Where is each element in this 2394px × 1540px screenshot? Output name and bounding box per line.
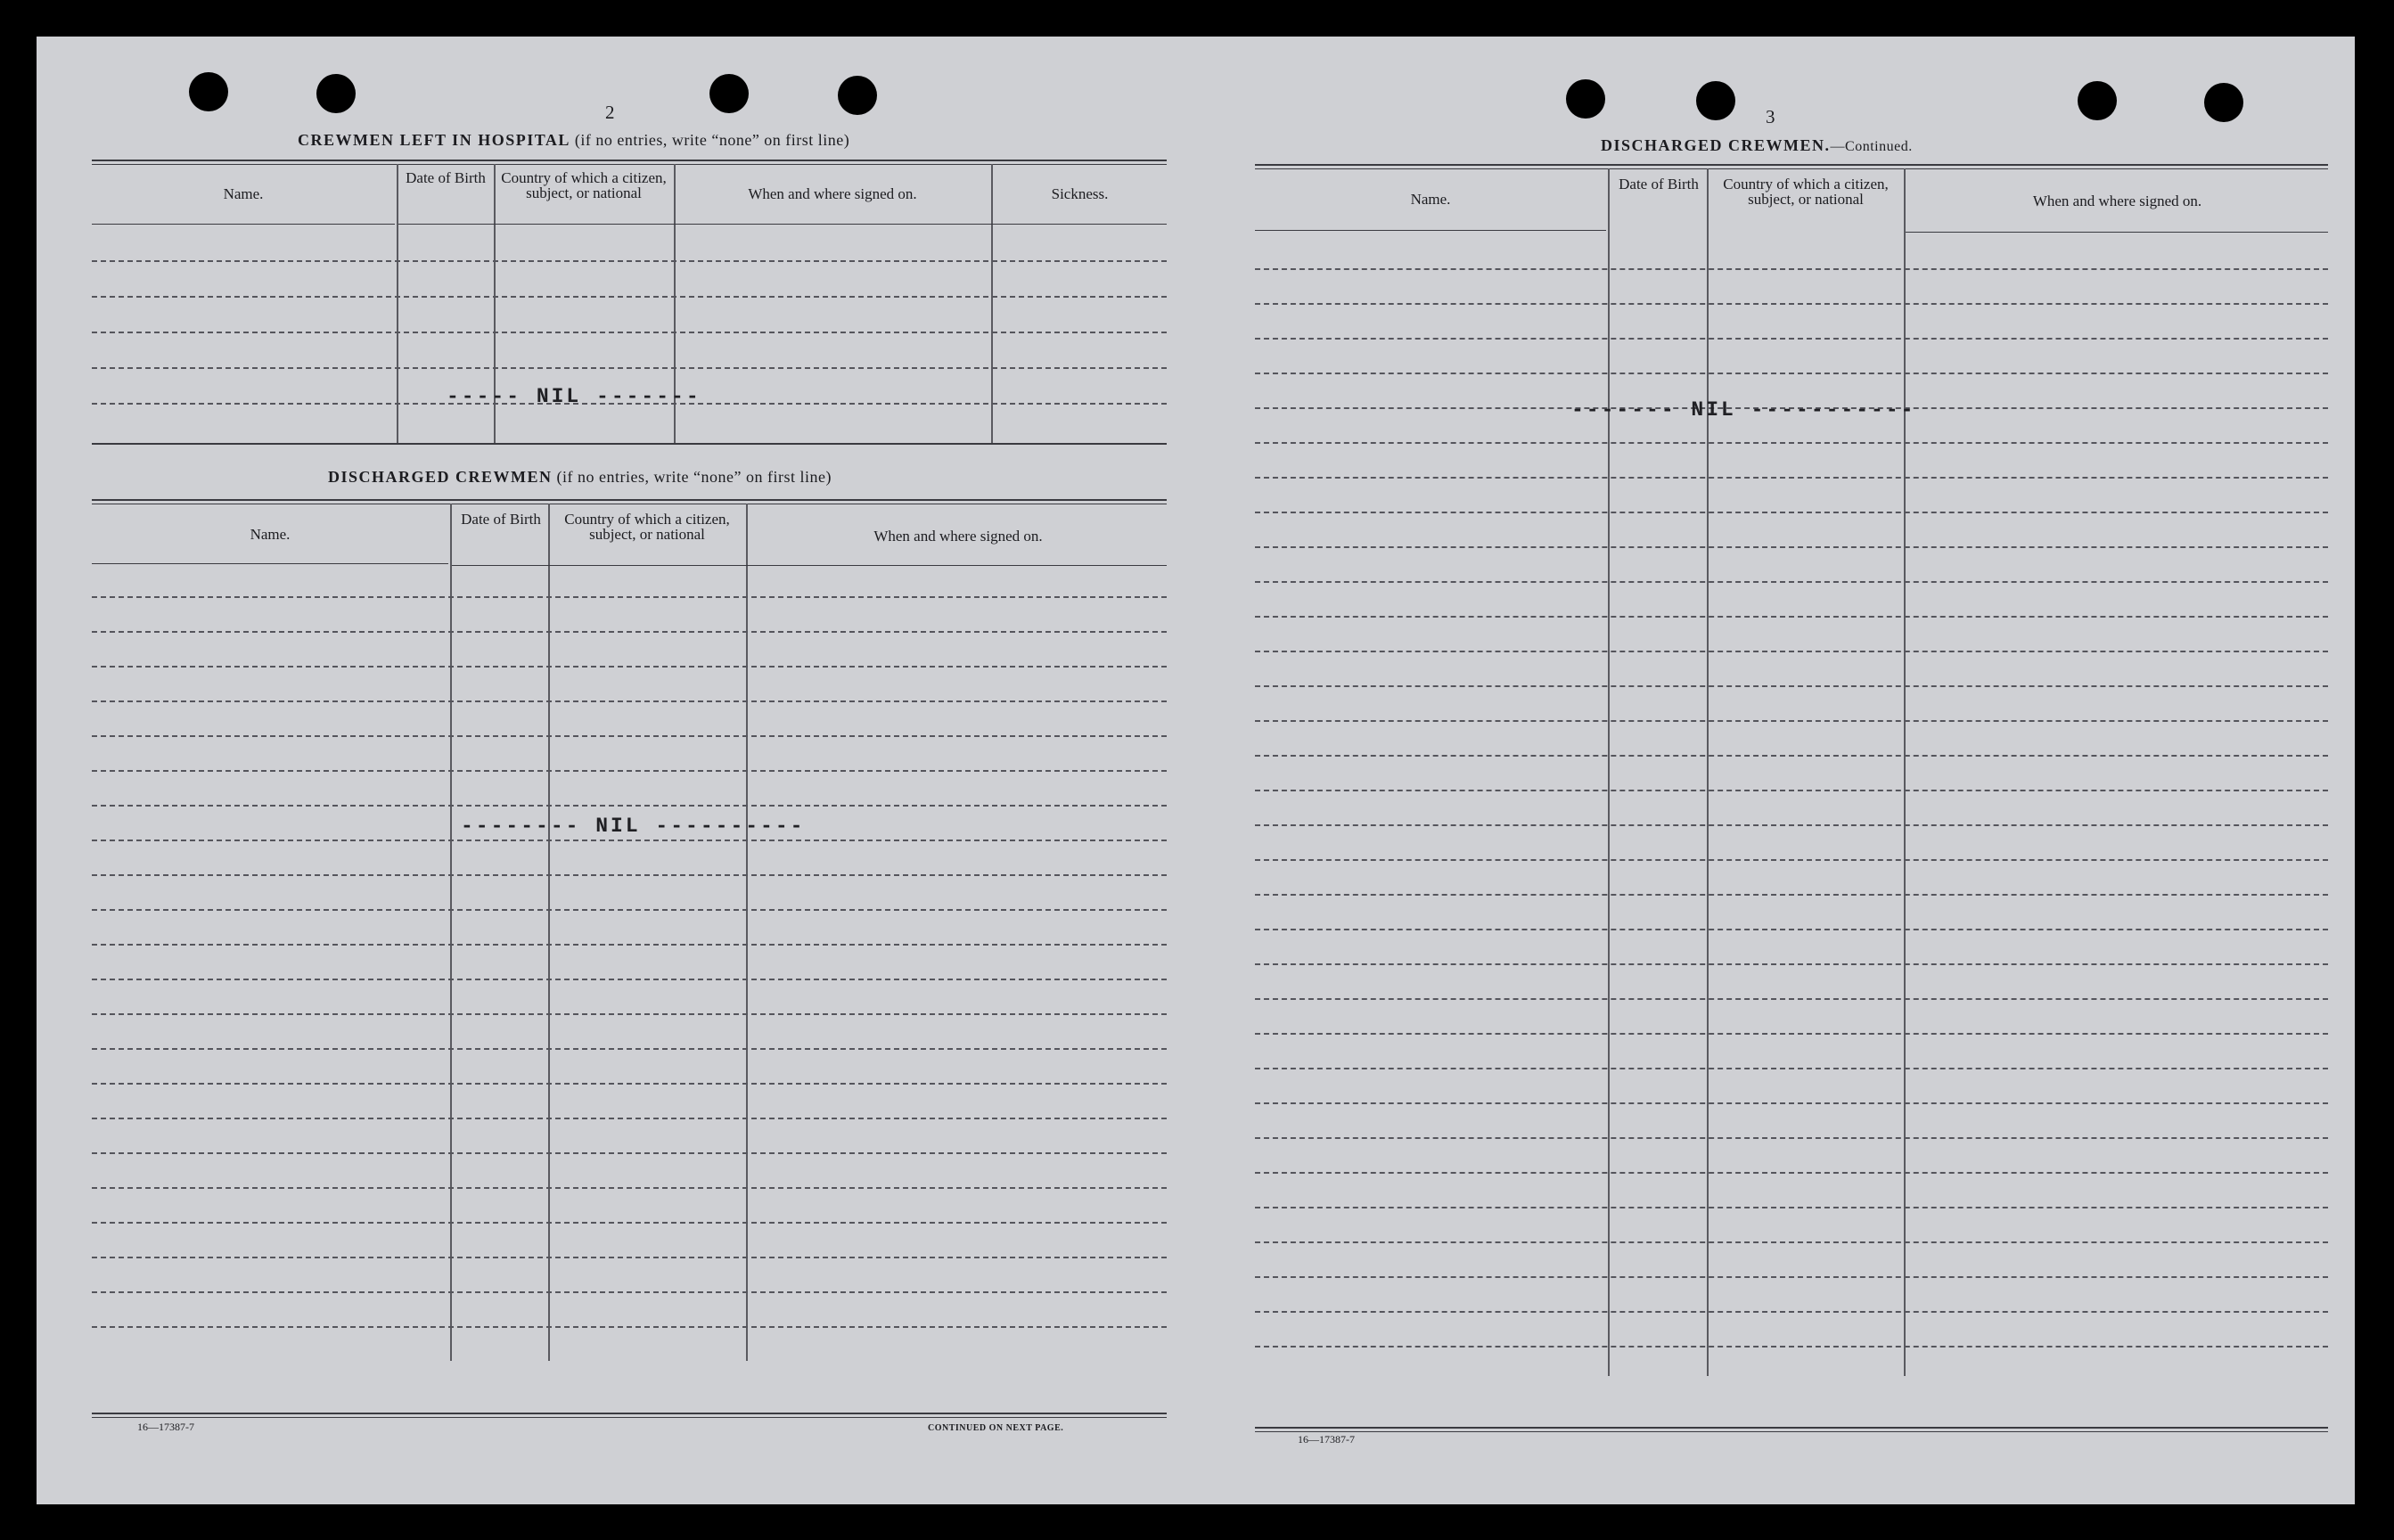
page-number: 2 bbox=[605, 102, 615, 123]
table-top-rule bbox=[1255, 164, 2328, 166]
col-header-when-where-signed: When and where signed on. bbox=[2032, 192, 2202, 209]
header-underline bbox=[92, 563, 448, 564]
col-header-country: Country of which a citizen, subject, or national bbox=[501, 169, 667, 201]
hospital-nil-entry: ----- NIL ------- bbox=[447, 385, 701, 408]
col-header-when-where-signed: When and where signed on. bbox=[873, 528, 1043, 545]
punch-hole bbox=[316, 74, 356, 113]
hospital-title-note: (if no entries, write “none” on first line) bbox=[574, 131, 850, 149]
col-header-when-where-signed: When and where signed on. bbox=[748, 185, 917, 202]
discharged-title-main: DISCHARGED CREWMEN bbox=[328, 468, 553, 486]
header-underline bbox=[398, 224, 1167, 225]
col-header-name: Name. bbox=[250, 526, 291, 543]
col-header-date-of-birth: Date of Birth bbox=[461, 511, 541, 528]
table-bottom-rule bbox=[92, 1417, 1167, 1418]
hospital-ruled-rows bbox=[92, 228, 1167, 442]
discharged-continued-title-main: DISCHARGED CREWMEN. bbox=[1601, 136, 1831, 154]
col-header-sickness: Sickness. bbox=[1051, 185, 1109, 202]
punch-hole bbox=[2204, 83, 2243, 122]
punch-hole bbox=[189, 72, 228, 111]
punch-hole bbox=[709, 74, 749, 113]
table-bottom-rule bbox=[92, 443, 1167, 445]
table-bottom-rule bbox=[1255, 1427, 2328, 1429]
col-header-name: Name. bbox=[1410, 191, 1451, 208]
punch-hole bbox=[1696, 81, 1735, 120]
hospital-section-title bbox=[298, 131, 849, 150]
continued-note: CONTINUED ON NEXT PAGE. bbox=[928, 1423, 1064, 1433]
col-header-date-of-birth: Date of Birth bbox=[1619, 176, 1699, 192]
header-underline bbox=[1255, 230, 1606, 231]
table-bottom-rule bbox=[92, 1413, 1167, 1414]
discharged-continued-title-note: —Continued. bbox=[1830, 139, 1913, 154]
discharged-ruled-rows bbox=[92, 568, 1167, 1361]
discharged-section-title bbox=[328, 468, 832, 487]
punch-hole bbox=[1566, 79, 1605, 119]
form-number: 16—17387-7 bbox=[1298, 1433, 1355, 1446]
hospital-title-main: CREWMEN LEFT IN HOSPITAL bbox=[298, 131, 570, 149]
header-underline bbox=[452, 565, 1167, 566]
table-top-rule bbox=[92, 160, 1167, 161]
punch-hole bbox=[838, 76, 877, 115]
col-header-country: Country of which a citizen, subject, or national bbox=[1723, 176, 1889, 208]
punch-hole bbox=[2078, 81, 2117, 120]
discharged-continued-title bbox=[1601, 136, 1913, 155]
col-header-name: Name. bbox=[223, 185, 264, 202]
col-header-country: Country of which a citizen, subject, or national bbox=[564, 511, 730, 543]
page-number: 3 bbox=[1766, 106, 1775, 127]
discharged-nil-entry: -------- NIL ---------- bbox=[461, 815, 806, 838]
table-top-rule bbox=[92, 164, 1167, 165]
table-top-rule bbox=[92, 499, 1167, 501]
col-header-date-of-birth: Date of Birth bbox=[406, 169, 486, 186]
table-top-rule bbox=[1255, 168, 2328, 169]
ledger-sheet bbox=[37, 37, 2355, 1504]
discharged-title-note: (if no entries, write “none” on first line) bbox=[556, 468, 832, 486]
discharged-continued-nil-entry: ------- NIL ----------- bbox=[1571, 398, 1916, 422]
header-underline bbox=[92, 224, 395, 225]
form-number: 16—17387-7 bbox=[137, 1421, 194, 1433]
table-bottom-rule bbox=[1255, 1431, 2328, 1432]
